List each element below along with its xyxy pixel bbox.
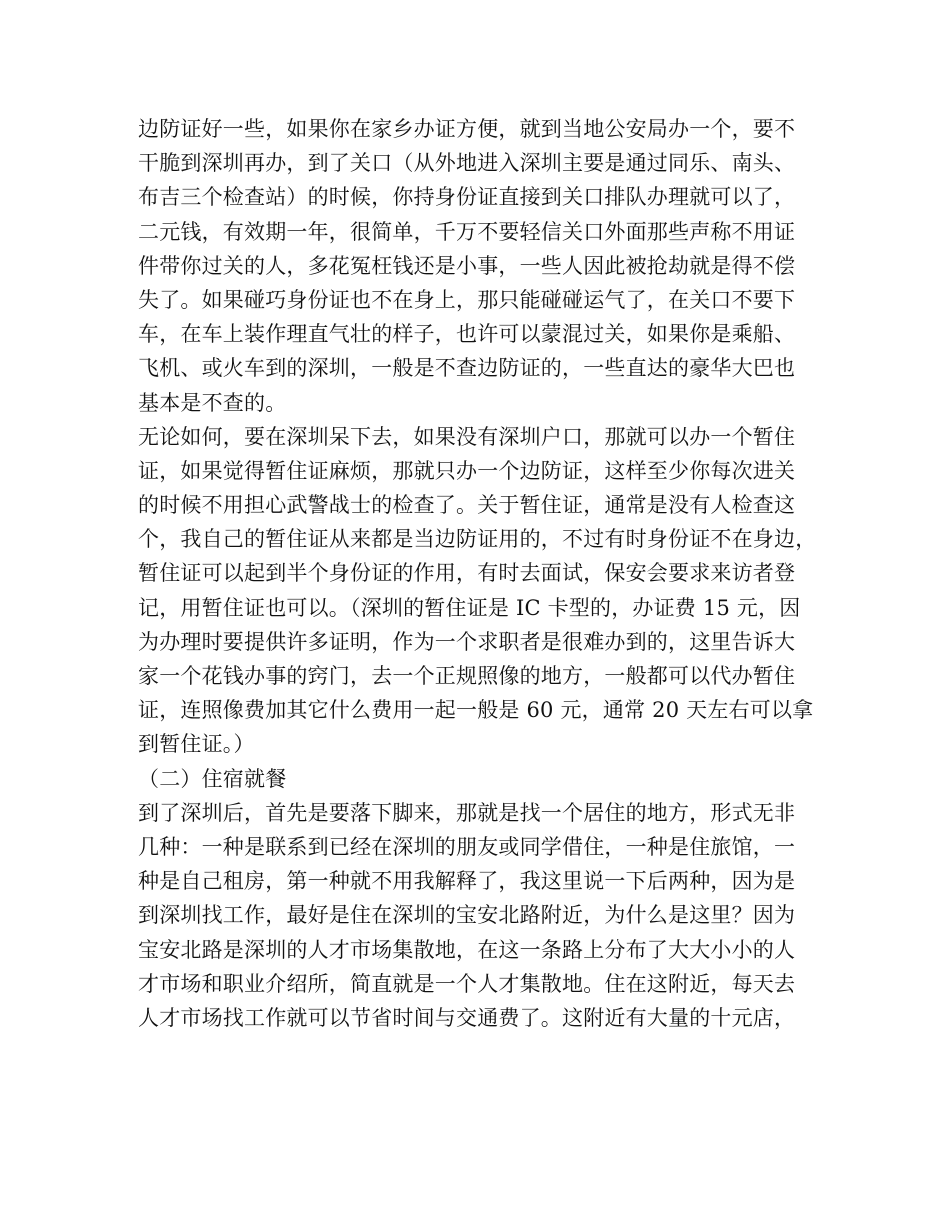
text-line: 布吉三个检查站）的时候，你持身份证直接到关口排队办理就可以了， (138, 185, 796, 210)
text-line: 证，如果觉得暂住证麻烦，那就只办一个边防证，这样至少你每次进关 (138, 458, 796, 483)
text-line: 边防证好一些，如果你在家乡办证方便，就到当地公安局办一个，要不 (138, 117, 796, 141)
text-line: 宝安北路是深圳的人才市场集散地，在这一条路上分布了大大小小的人 (138, 937, 796, 962)
text-line: 无论如何，要在深圳呆下去，如果没有深圳户口，那就可以办一个暂住 (138, 424, 796, 449)
section-heading: （二）住宿就餐 (138, 766, 287, 791)
text-line: 干脆到深圳再办，到了关口（从外地进入深圳主要是通过同乐、南头、 (138, 151, 796, 176)
text-line: 暂住证可以起到半个身份证的作用，有时去面试，保安会要求来访者登 (138, 561, 796, 586)
text-line: 记，用暂住证也可以。（深圳的暂住证是 IC 卡型的，办证费 15 元，因 (138, 595, 801, 620)
text-line: 飞机、或火车到的深圳，一般是不查边防证的，一些直达的豪华大巴也 (138, 356, 796, 381)
text-line: 到暂住证。） (138, 732, 255, 757)
text-line: 二元钱，有效期一年，很简单，千万不要轻信关口外面那些声称不用证 (138, 219, 796, 244)
body-text (138, 112, 828, 1035)
text-line: 人才市场找工作就可以节省时间与交通费了。这附近有大量的十元店， (138, 1005, 796, 1030)
text-line: 的时候不用担心武警战士的检查了。关于暂住证，通常是没有人检查这 (138, 493, 796, 518)
text-line: 个，我自己的暂住证从来都是当边防证用的，不过有时身份证不在身边， (138, 527, 817, 552)
text-line: 才市场和职业介绍所，简直就是一个人才集散地。住在这附近，每天去 (138, 971, 796, 996)
text-line: 失了。如果碰巧身份证也不在身上，那只能碰碰运气了，在关口不要下 (138, 287, 796, 312)
text-line: 到了深圳后，首先是要落下脚来，那就是找一个居住的地方，形式无非 (138, 800, 796, 825)
text-line: 种是自己租房，第一种就不用我解释了，我这里说一下后两种，因为是 (138, 869, 796, 894)
text-line: 几种：一种是联系到已经在深圳的朋友或同学借住，一种是住旅馆，一 (138, 834, 796, 859)
text-line: 家一个花钱办事的窍门，去一个正规照像的地方，一般都可以代办暂住 (138, 664, 796, 688)
text-line: 件带你过关的人，多花冤枉钱还是小事，一些人因此被抢劫就是得不偿 (138, 253, 796, 278)
text-line: 车，在车上装作理直气壮的样子，也许可以蒙混过关，如果你是乘船、 (138, 322, 796, 347)
text-line: 基本是不查的。 (138, 390, 287, 415)
text-line: 到深圳找工作，最好是住在深圳的宝安北路附近，为什么是这里？因为 (138, 903, 796, 928)
text-line: 证，连照像费加其它什么费用一起一般是 60 元，通常 20 天左右可以拿 (138, 698, 814, 723)
text-line: 为办理时要提供许多证明，作为一个求职者是很难办到的，这里告诉大 (138, 629, 796, 654)
